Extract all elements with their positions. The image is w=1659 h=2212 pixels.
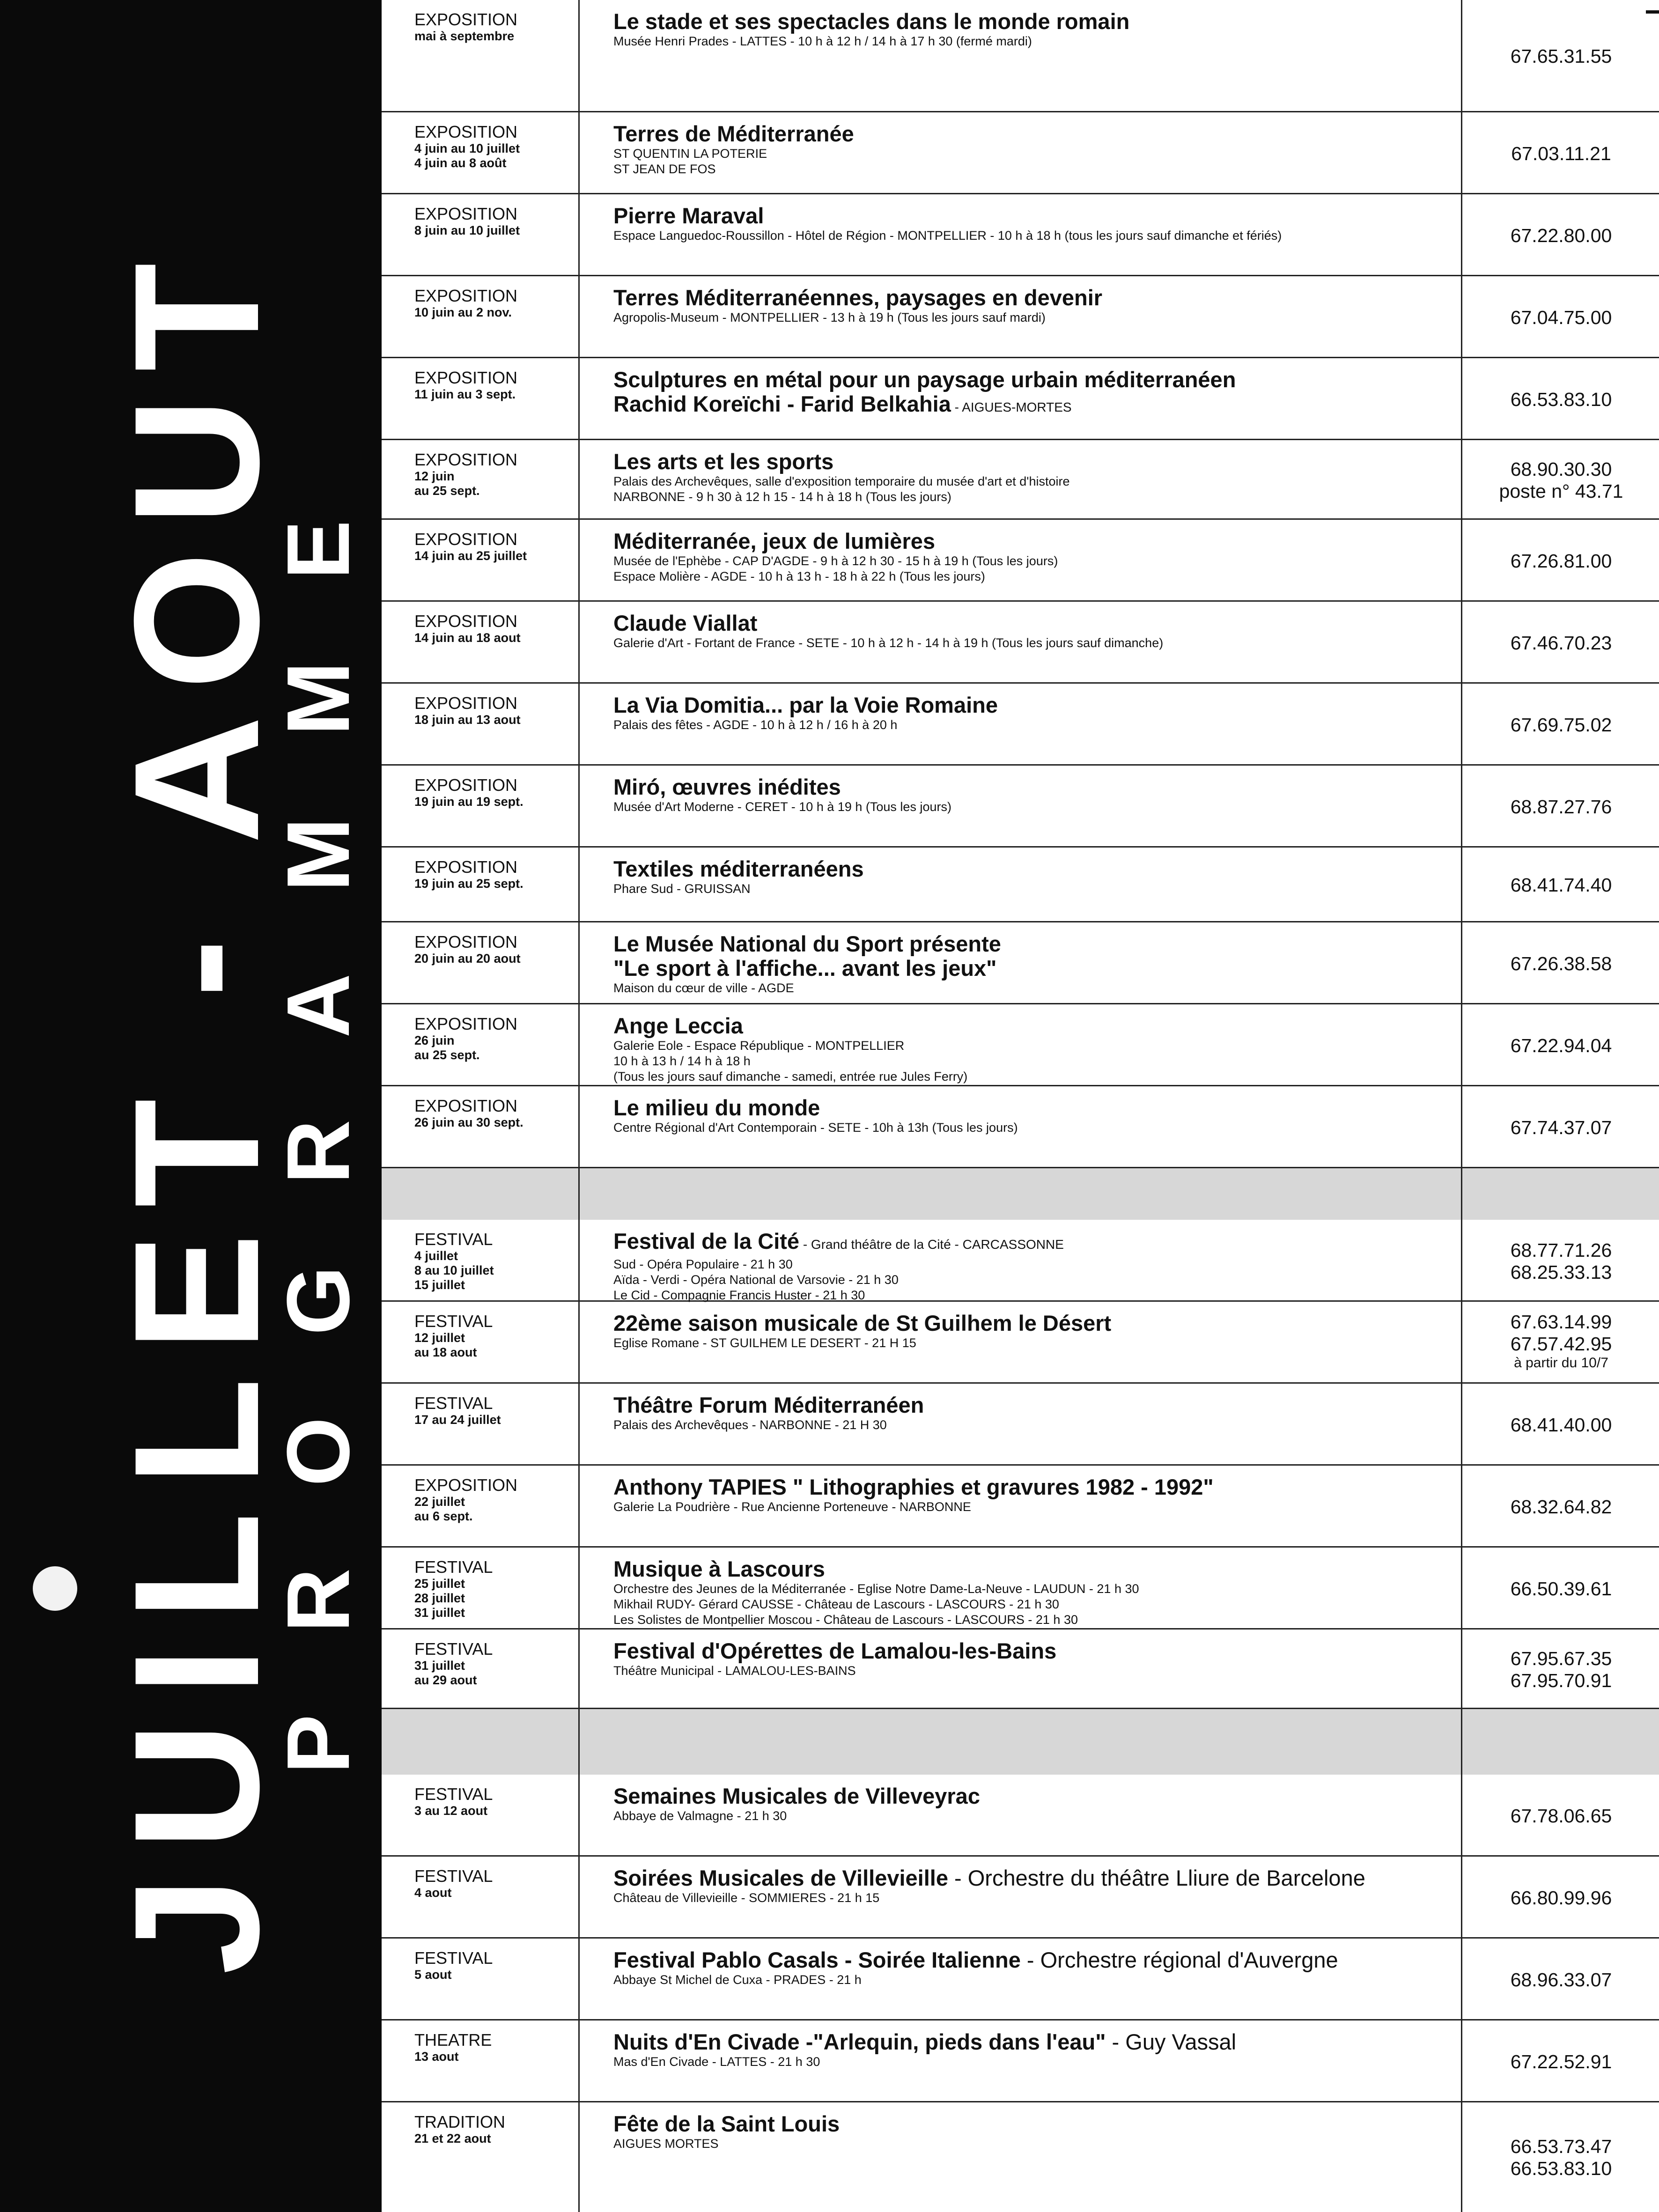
event-category — [414, 1949, 564, 1982]
event-row — [382, 1548, 1659, 1630]
event-title-text: Le Musée National du Sport présente — [613, 931, 1001, 956]
event-date: 26 juin au 30 sept. — [414, 1115, 524, 1129]
event-date: 12 juin — [414, 469, 455, 483]
event-date: 4 aout — [414, 1886, 452, 1900]
event-date: 4 juin au 8 août — [414, 156, 507, 170]
event-row — [382, 2020, 1659, 2102]
phone-number: 67.26.81.00 — [1510, 550, 1612, 572]
event-title-text: Musique à Lascours — [613, 1556, 825, 1581]
event-date: au 29 aout — [414, 1673, 477, 1687]
event-date: 4 juin au 10 juillet — [414, 141, 520, 155]
event-title2-text: Rachid Koreïchi - Farid Belkahia — [613, 391, 951, 416]
event-date: 26 juin — [414, 1033, 455, 1047]
event-row — [382, 1939, 1659, 2020]
phone-note: poste n° 43.71 — [1499, 480, 1623, 502]
event-category — [414, 2031, 564, 2064]
event-details — [613, 122, 1456, 177]
event-row — [382, 0, 1659, 112]
event-title — [613, 1096, 1456, 1120]
event-info-line: Espace Molière - AGDE - 10 h à 13 h - 18 h à 22 h (Tous les jours) — [613, 569, 985, 583]
event-title — [613, 611, 1456, 635]
event-title-text: Ange Leccia — [613, 1013, 743, 1038]
event-phone — [1463, 1648, 1659, 1692]
event-phone — [1463, 953, 1659, 975]
event-row — [382, 1220, 1659, 1302]
event-details — [613, 775, 1456, 815]
event-row — [382, 276, 1659, 358]
event-details — [613, 9, 1456, 49]
column-rule — [1461, 0, 1462, 2212]
event-info-line: Phare Sud - GRUISSAN — [613, 882, 751, 896]
event-title2-text: "Le sport à l'affiche... avant les jeux" — [613, 956, 997, 981]
event-details — [613, 1475, 1456, 1515]
event-title — [613, 1311, 1456, 1335]
event-type: FESTIVAL — [414, 1394, 493, 1413]
programme-table — [382, 0, 1659, 2212]
event-type: FESTIVAL — [414, 1312, 493, 1331]
event-row — [382, 520, 1659, 602]
event-info-line: Sud - Opéra Populaire - 21 h 30 — [613, 1257, 793, 1271]
event-date: 17 au 24 juillet — [414, 1413, 501, 1427]
punch-hole — [33, 1566, 77, 1611]
event-info-line: Aïda - Verdi - Opéra National de Varsovie - 21 h 30 — [613, 1273, 899, 1287]
event-type: FESTIVAL — [414, 1639, 493, 1659]
event-type: TRADITION — [414, 2112, 505, 2131]
event-date: 19 juin au 19 sept. — [414, 795, 524, 809]
event-category — [414, 369, 564, 402]
phone-number: 67.22.80.00 — [1510, 225, 1612, 246]
event-details — [613, 1096, 1456, 1135]
event-details — [613, 611, 1456, 651]
event-title-text: Textiles méditerranéens — [613, 856, 864, 881]
event-title-text: Festival Pablo Casals - Soirée Italienne — [613, 1947, 1021, 1972]
event-category — [414, 858, 564, 891]
event-title-text: Claude Viallat — [613, 611, 758, 635]
event-title — [613, 693, 1456, 717]
event-date: 8 au 10 juillet — [414, 1263, 494, 1277]
phone-number: 67.22.94.04 — [1510, 1035, 1612, 1056]
phone-number: 67.95.70.91 — [1510, 1670, 1612, 1691]
event-title-text: Anthony TAPIES " Lithographies et gravures 1982 - 1992" — [613, 1475, 1214, 1499]
event-info-line: Palais des Archevêques - NARBONNE - 21 H 30 — [613, 1418, 887, 1432]
event-row — [382, 602, 1659, 684]
event-row — [382, 922, 1659, 1004]
phone-number: 66.50.39.61 — [1510, 1578, 1612, 1600]
event-title2-venue: - AIGUES-MORTES — [951, 400, 1072, 414]
event-info-line: Galerie d'Art - Fortant de France - SETE - 10 h à 12 h - 14 h à 19 h (Tous les jours sauf dimanche) — [613, 636, 1164, 650]
event-type: EXPOSITION — [414, 122, 518, 141]
event-title-venue: - Grand théâtre de la Cité - CARCASSONNE — [799, 1237, 1064, 1252]
phone-number: 66.80.99.96 — [1510, 1887, 1612, 1909]
event-info-line: Centre Régional d'Art Contemporain - SETE - 10h à 13h (Tous les jours) — [613, 1121, 1018, 1135]
event-category — [414, 1015, 564, 1062]
event-info-line: Musée de l'Ephèbe - CAP D'AGDE - 9 h à 12 h 30 - 15 h à 19 h (Tous les jours) — [613, 554, 1058, 568]
event-phone — [1463, 1311, 1659, 1371]
event-title — [613, 1393, 1456, 1417]
event-category — [414, 123, 564, 170]
event-type: FESTIVAL — [414, 1866, 493, 1886]
event-info-line: Maison du cœur de ville - AGDE — [613, 981, 794, 995]
event-type: FESTIVAL — [414, 1784, 493, 1804]
event-phone — [1463, 2051, 1659, 2073]
event-title-line2 — [613, 956, 1456, 981]
event-title-text: Miró, œuvres inédites — [613, 774, 841, 799]
event-title-extra: - Guy Vassal — [1106, 2029, 1237, 2054]
phone-number: 67.65.31.55 — [1510, 45, 1612, 67]
event-date: 31 juillet — [414, 1659, 465, 1673]
event-category — [414, 612, 564, 645]
event-category — [414, 1558, 564, 1620]
event-category — [414, 1230, 564, 1292]
event-row — [382, 440, 1659, 520]
event-type: EXPOSITION — [414, 1475, 518, 1495]
event-title-text: Festival de la Cité — [613, 1229, 800, 1253]
event-title-text: Le milieu du monde — [613, 1095, 820, 1120]
phone-number: 68.41.40.00 — [1510, 1414, 1612, 1436]
event-row — [382, 1857, 1659, 1939]
event-info-line: NARBONNE - 9 h 30 à 12 h 15 - 14 h à 18 h (Tous les jours) — [613, 490, 951, 504]
event-row — [382, 2102, 1659, 2212]
event-title-line2 — [613, 392, 1456, 420]
event-details — [613, 368, 1456, 420]
event-date: 22 juillet — [414, 1495, 465, 1509]
event-title — [613, 1948, 1456, 1972]
event-info-line: Galerie La Poudrière - Rue Ancienne Porteneuve - NARBONNE — [613, 1500, 971, 1514]
phone-number: 66.53.83.10 — [1510, 2158, 1612, 2179]
event-info-line: Eglise Romane - ST GUILHEM LE DESERT - 21 H 15 — [613, 1336, 916, 1350]
phone-number: 67.63.14.99 — [1510, 1311, 1612, 1333]
event-phone — [1463, 1805, 1659, 1827]
event-info-line: ST QUENTIN LA POTERIE — [613, 147, 767, 161]
event-info-line: ST JEAN DE FOS — [613, 162, 716, 176]
event-title-text: 22ème saison musicale de St Guilhem le Désert — [613, 1311, 1112, 1335]
event-date: 14 juin au 18 aout — [414, 631, 521, 645]
event-phone — [1463, 143, 1659, 165]
event-date: 21 et 22 aout — [414, 2131, 491, 2146]
event-details — [613, 1229, 1456, 1303]
event-phone — [1463, 874, 1659, 896]
event-title-text: Les arts et les sports — [613, 449, 834, 474]
phone-note: à partir du 10/7 — [1514, 1355, 1608, 1371]
event-title — [613, 529, 1456, 553]
event-phone — [1463, 550, 1659, 572]
event-phone — [1463, 1496, 1659, 1518]
event-phone — [1463, 796, 1659, 818]
phone-number: 68.90.30.30 — [1510, 458, 1612, 480]
event-date: au 25 sept. — [414, 1048, 480, 1062]
event-details — [613, 1311, 1456, 1351]
event-details — [613, 286, 1456, 325]
phone-number: 67.95.67.35 — [1510, 1648, 1612, 1669]
event-type: FESTIVAL — [414, 1948, 493, 1968]
event-date: 25 juillet — [414, 1577, 465, 1591]
event-title-text: Pierre Maraval — [613, 203, 764, 228]
event-title — [613, 932, 1456, 956]
event-date: 5 aout — [414, 1968, 452, 1982]
phone-number: 67.74.37.07 — [1510, 1117, 1612, 1138]
event-info-line: Espace Languedoc-Roussillon - Hôtel de Région - MONTPELLIER - 10 h à 18 h (tous les jours sauf dimanche et fériés) — [613, 229, 1282, 243]
event-title — [613, 1229, 1456, 1257]
event-details — [613, 932, 1456, 996]
event-phone — [1463, 714, 1659, 736]
event-details — [613, 450, 1456, 505]
phone-number: 68.87.27.76 — [1510, 796, 1612, 818]
event-info-line: Abbaye de Valmagne - 21 h 30 — [613, 1809, 787, 1823]
event-type: EXPOSITION — [414, 1096, 518, 1115]
event-row — [382, 1004, 1659, 1086]
event-title-text: Sculptures en métal pour un paysage urbain méditerranéen — [613, 367, 1236, 392]
event-details — [613, 1557, 1456, 1628]
event-details — [613, 2112, 1456, 2152]
event-type: FESTIVAL — [414, 1557, 493, 1577]
event-row — [382, 1384, 1659, 1466]
event-info-line: Mas d'En Civade - LATTES - 21 h 30 — [613, 2055, 820, 2069]
event-date: 20 juin au 20 aout — [414, 951, 521, 966]
event-date: 12 juillet — [414, 1331, 465, 1345]
event-type: EXPOSITION — [414, 1014, 518, 1033]
event-date: 15 juillet — [414, 1278, 465, 1292]
event-type: EXPOSITION — [414, 612, 518, 631]
vertical-title-months: JUILLET - AOUT — [97, 237, 296, 1975]
event-date: 18 juin au 13 aout — [414, 713, 521, 727]
event-category — [414, 694, 564, 727]
event-phone — [1463, 1887, 1659, 1909]
event-date: mai à septembre — [414, 29, 515, 43]
event-phone — [1463, 632, 1659, 654]
event-title — [613, 1639, 1456, 1663]
event-date: au 25 sept. — [414, 484, 480, 498]
event-title-text: Soirées Musicales de Villevieille — [613, 1865, 948, 1890]
event-info-line: Agropolis-Museum - MONTPELLIER - 13 h à 19 h (Tous les jours sauf mardi) — [613, 310, 1046, 324]
event-info-line: AIGUES MORTES — [613, 2137, 719, 2151]
column-rule — [578, 0, 580, 2212]
event-title — [613, 122, 1456, 146]
event-row — [382, 766, 1659, 848]
event-row — [382, 1086, 1659, 1168]
event-type: EXPOSITION — [414, 530, 518, 549]
phone-number: 68.32.64.82 — [1510, 1496, 1612, 1518]
event-title — [613, 2030, 1456, 2054]
event-details — [613, 204, 1456, 243]
event-type: EXPOSITION — [414, 368, 518, 387]
event-title-extra: - Orchestre régional d'Auvergne — [1020, 1947, 1338, 1972]
event-details — [613, 1866, 1456, 1906]
event-date: 10 juin au 2 nov. — [414, 305, 512, 319]
phone-number: 66.53.73.47 — [1510, 2136, 1612, 2157]
event-date: 8 juin au 10 juillet — [414, 223, 520, 237]
event-category — [414, 205, 564, 238]
event-date: 3 au 12 aout — [414, 1804, 488, 1818]
phone-number: 67.69.75.02 — [1510, 714, 1612, 736]
title-band — [0, 0, 382, 2212]
section-separator — [382, 1168, 1659, 1220]
event-type: FESTIVAL — [414, 1230, 493, 1249]
event-row — [382, 1775, 1659, 1857]
event-row — [382, 1630, 1659, 1709]
event-title — [613, 1866, 1456, 1890]
event-title — [613, 1475, 1456, 1499]
event-category — [414, 1640, 564, 1688]
phone-number: 68.41.74.40 — [1510, 874, 1612, 896]
event-row — [382, 112, 1659, 194]
event-type: EXPOSITION — [414, 450, 518, 469]
event-category — [414, 1867, 564, 1900]
event-title — [613, 204, 1456, 228]
phone-number: 67.03.11.21 — [1511, 143, 1611, 164]
event-date: 31 juillet — [414, 1606, 465, 1620]
event-row — [382, 358, 1659, 440]
event-phone — [1463, 1239, 1659, 1283]
event-info-line: Palais des fêtes - AGDE - 10 h à 12 h / 16 h à 20 h — [613, 718, 898, 732]
event-date: 13 aout — [414, 2050, 459, 2064]
event-title — [613, 286, 1456, 310]
event-title — [613, 450, 1456, 474]
event-phone — [1463, 389, 1659, 411]
event-category — [414, 1097, 564, 1130]
event-title-text: La Via Domitia... par la Voie Romaine — [613, 693, 998, 717]
event-title-text: Le stade et ses spectacles dans le monde romain — [613, 9, 1130, 34]
event-info-line: Palais des Archevêques, salle d'exposition temporaire du musée d'art et d'histoire — [613, 474, 1070, 488]
event-title-text: Terres de Méditerranée — [613, 121, 854, 146]
phone-number: 67.22.52.91 — [1510, 2051, 1612, 2072]
event-category — [414, 776, 564, 809]
event-phone — [1463, 1578, 1659, 1600]
event-details — [613, 857, 1456, 897]
event-category — [414, 2113, 564, 2146]
event-title-text: Festival d'Opérettes de Lamalou-les-Bains — [613, 1638, 1057, 1663]
phone-number: 66.53.83.10 — [1510, 389, 1612, 410]
event-title-text: Nuits d'En Civade -"Arlequin, pieds dans l'eau" — [613, 2029, 1106, 2054]
event-info-line: Galerie Eole - Espace République - MONTPELLIER — [613, 1039, 905, 1053]
event-title — [613, 775, 1456, 799]
event-info-line: Théâtre Municipal - LAMALOU-LES-BAINS — [613, 1664, 856, 1678]
event-category — [414, 1476, 564, 1524]
phone-number: 68.96.33.07 — [1510, 1969, 1612, 1991]
event-phone — [1463, 1035, 1659, 1057]
event-title-text: Semaines Musicales de Villeveyrac — [613, 1784, 980, 1808]
event-type: EXPOSITION — [414, 932, 518, 951]
event-title — [613, 368, 1456, 392]
section-separator — [382, 1709, 1659, 1775]
event-info-line: Musée d'Art Moderne - CERET - 10 h à 19 h (Tous les jours) — [613, 800, 951, 814]
event-title — [613, 2112, 1456, 2136]
event-type: EXPOSITION — [414, 10, 518, 29]
event-info-line: Abbaye St Michel de Cuxa - PRADES - 21 h — [613, 1973, 862, 1987]
event-title — [613, 9, 1456, 34]
event-info-line: (Tous les jours sauf dimanche - samedi, entrée rue Jules Ferry) — [613, 1069, 968, 1084]
event-category — [414, 287, 564, 320]
phone-number: 67.26.38.58 — [1510, 953, 1612, 974]
event-info-line: Le Cid - Compagnie Francis Huster - 21 h 30 — [613, 1288, 865, 1302]
event-date: au 6 sept. — [414, 1509, 473, 1523]
event-type: EXPOSITION — [414, 204, 518, 223]
event-details — [613, 1639, 1456, 1679]
event-type: EXPOSITION — [414, 857, 518, 877]
event-info-line: 10 h à 13 h / 14 h à 18 h — [613, 1054, 751, 1068]
event-type: THEATRE — [414, 2030, 492, 2050]
event-info-line: Château de Villevieille - SOMMIERES - 21 h 15 — [613, 1891, 880, 1905]
phone-number: 67.57.42.95 — [1510, 1333, 1612, 1355]
event-row — [382, 1466, 1659, 1548]
phone-number: 67.78.06.65 — [1510, 1805, 1612, 1827]
phone-number: 67.46.70.23 — [1510, 632, 1612, 654]
event-info-line: Musée Henri Prades - LATTES - 10 h à 12 h / 14 h à 17 h 30 (fermé mardi) — [613, 34, 1032, 48]
event-category — [414, 10, 564, 44]
event-type: EXPOSITION — [414, 775, 518, 795]
event-type: EXPOSITION — [414, 693, 518, 713]
event-phone — [1463, 225, 1659, 247]
event-title — [613, 1014, 1456, 1038]
event-phone — [1463, 1969, 1659, 1991]
event-date: 14 juin au 25 juillet — [414, 549, 527, 563]
event-category — [414, 1312, 564, 1360]
event-details — [613, 693, 1456, 733]
event-row — [382, 684, 1659, 766]
event-category — [414, 530, 564, 563]
vertical-title-programme: PROGRAMME — [269, 438, 368, 1774]
event-category — [414, 1785, 564, 1818]
event-date: au 18 aout — [414, 1345, 477, 1359]
event-category — [414, 933, 564, 966]
event-title — [613, 1557, 1456, 1581]
event-type: EXPOSITION — [414, 286, 518, 305]
event-phone — [1463, 307, 1659, 329]
event-date: 11 juin au 3 sept. — [414, 387, 516, 401]
phone-number: 68.77.71.26 — [1510, 1239, 1612, 1261]
event-info-line: Les Solistes de Montpellier Moscou - Château de Lascours - LASCOURS - 21 h 30 — [613, 1613, 1078, 1627]
event-info-line: Mikhail RUDY- Gérard CAUSSE - Château de Lascours - LASCOURS - 21 h 30 — [613, 1597, 1059, 1611]
event-phone — [1463, 2136, 1659, 2180]
event-date: 28 juillet — [414, 1591, 465, 1605]
phone-number: 68.25.33.13 — [1510, 1261, 1612, 1283]
event-details — [613, 2030, 1456, 2070]
event-title-text: Fête de la Saint Louis — [613, 2111, 840, 2136]
event-phone — [1463, 1414, 1659, 1436]
phone-number: 67.04.75.00 — [1510, 307, 1612, 328]
event-details — [613, 529, 1456, 584]
event-phone — [1463, 45, 1659, 67]
event-details — [613, 1948, 1456, 1988]
event-row — [382, 1302, 1659, 1384]
event-title — [613, 1784, 1456, 1808]
event-date: 4 juillet — [414, 1249, 458, 1263]
event-details — [613, 1393, 1456, 1433]
event-title-extra: - Orchestre du théâtre Lliure de Barcelone — [948, 1865, 1365, 1890]
event-phone — [1463, 458, 1659, 502]
event-phone — [1463, 1117, 1659, 1139]
event-details — [613, 1784, 1456, 1824]
event-row — [382, 194, 1659, 276]
event-details — [613, 1014, 1456, 1084]
event-title — [613, 857, 1456, 881]
event-date: 19 juin au 25 sept. — [414, 877, 524, 891]
event-title-text: Méditerranée, jeux de lumières — [613, 529, 936, 553]
event-title-text: Théâtre Forum Méditerranéen — [613, 1393, 924, 1417]
event-info-line: Orchestre des Jeunes de la Méditerranée - Eglise Notre Dame-La-Neuve - LAUDUN - 21 h 30 — [613, 1582, 1139, 1596]
event-category — [414, 1394, 564, 1427]
event-title-text: Terres Méditerranéennes, paysages en devenir — [613, 285, 1103, 310]
event-category — [414, 450, 564, 498]
event-row — [382, 848, 1659, 922]
